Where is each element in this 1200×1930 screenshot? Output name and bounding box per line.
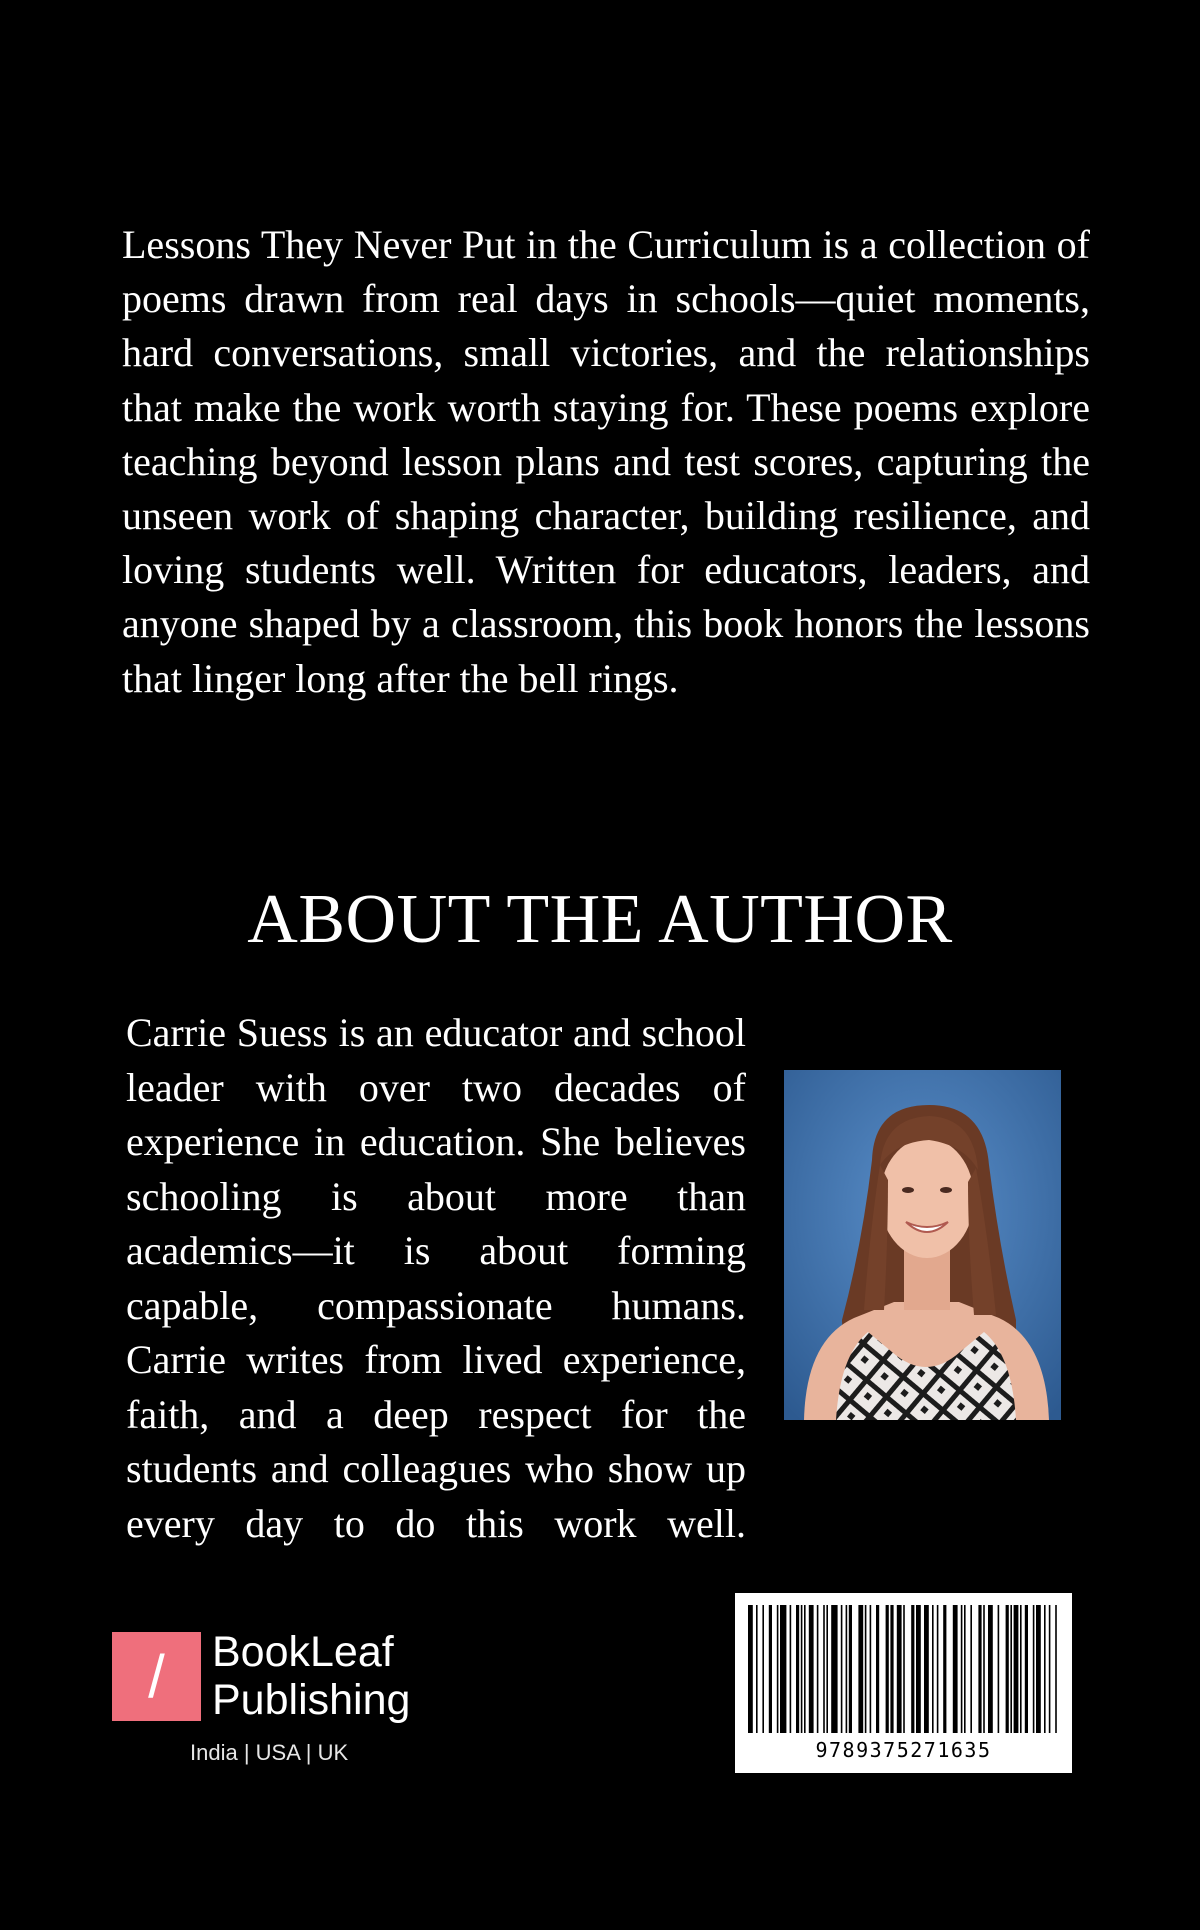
barcode-bar — [780, 1605, 786, 1733]
barcode-bar — [988, 1605, 993, 1733]
barcode-bar — [858, 1605, 863, 1733]
barcode-bar — [817, 1605, 819, 1733]
barcode-bar — [890, 1605, 893, 1733]
barcode-bar — [769, 1605, 772, 1733]
barcode-bar — [865, 1605, 867, 1733]
barcode-bar — [937, 1605, 939, 1733]
barcode-bar — [1033, 1605, 1035, 1733]
barcode-bar — [1025, 1605, 1028, 1733]
barcode-bar — [970, 1605, 972, 1733]
barcode-bar — [978, 1605, 981, 1733]
publisher-name-line1: BookLeaf — [212, 1628, 394, 1676]
publisher-name — [212, 1628, 410, 1724]
barcode-bar — [886, 1605, 889, 1733]
barcode-bar — [762, 1605, 764, 1733]
barcode-bar — [748, 1605, 753, 1733]
author-photo — [784, 1070, 1061, 1420]
barcode-bar — [876, 1605, 879, 1733]
barcode-bar — [823, 1605, 825, 1733]
barcode-bar — [998, 1605, 1000, 1733]
barcode-bar — [1014, 1605, 1019, 1733]
author-bio: Carrie Suess is an educator and school leader with over two decades of experience in education. She believes schooling is about more than academics—it is about forming capable, compassionate humans. Carrie writes from lived experience, faith, and a deep respect for the students and colleagues who show up every day to do this work well. — [126, 1010, 746, 1546]
barcode-bar — [1020, 1605, 1022, 1733]
barcode-bar — [796, 1605, 799, 1733]
barcode-bar — [849, 1605, 852, 1733]
barcode-bar — [953, 1605, 958, 1733]
barcode-bar — [961, 1605, 963, 1733]
barcode-bar — [924, 1605, 929, 1733]
publisher-logo — [112, 1628, 452, 1768]
barcode-bar — [809, 1605, 814, 1733]
publisher-name-line2: Publishing — [212, 1676, 411, 1724]
barcode-bar — [932, 1605, 934, 1733]
barcode-bar — [870, 1605, 872, 1733]
book-blurb: Lessons They Never Put in the Curriculum is a collection of poems drawn from real days in schools—quiet moments, hard conversations, small victories, and the relationships that make the work worth staying for. These poems explore teaching beyond lesson plans and test scores, capturing the unseen work of shaping character, building resilience, and loving students well. Written for educators, leaders, and anyone shaped by a classroom, this book honors the lessons that linger long after the bell rings. — [122, 222, 1090, 701]
barcode-bar — [841, 1605, 843, 1733]
barcode-bar — [1010, 1605, 1012, 1733]
barcode-bar — [964, 1605, 966, 1733]
barcode-bar — [916, 1605, 921, 1733]
barcode-bar — [897, 1605, 902, 1733]
barcode-bar — [804, 1605, 806, 1733]
barcode-bar — [790, 1605, 792, 1733]
barcode-bar — [1049, 1605, 1051, 1733]
barcode-bar — [1055, 1605, 1057, 1733]
barcode-bar — [1006, 1605, 1009, 1733]
isbn-barcode — [735, 1593, 1072, 1773]
barcode-bar — [1036, 1605, 1041, 1733]
isbn-number: 9789375271635 — [815, 1738, 992, 1762]
barcode-bar — [777, 1605, 779, 1733]
barcode-bar — [1044, 1605, 1046, 1733]
publisher-regions: India | USA | UK — [190, 1740, 349, 1765]
barcode-bar — [801, 1605, 803, 1733]
slash-icon: / — [148, 1643, 165, 1710]
publisher-logo-mark — [112, 1632, 201, 1721]
barcode-bar — [903, 1605, 905, 1733]
barcode-bar — [826, 1605, 828, 1733]
barcode-bar — [831, 1605, 837, 1733]
barcode-bar — [943, 1605, 946, 1733]
barcode-bar — [846, 1605, 848, 1733]
barcode-bar — [911, 1605, 914, 1733]
barcode-bar — [756, 1605, 758, 1733]
barcode-bar — [983, 1605, 985, 1733]
about-author-heading: ABOUT THE AUTHOR — [247, 881, 953, 958]
